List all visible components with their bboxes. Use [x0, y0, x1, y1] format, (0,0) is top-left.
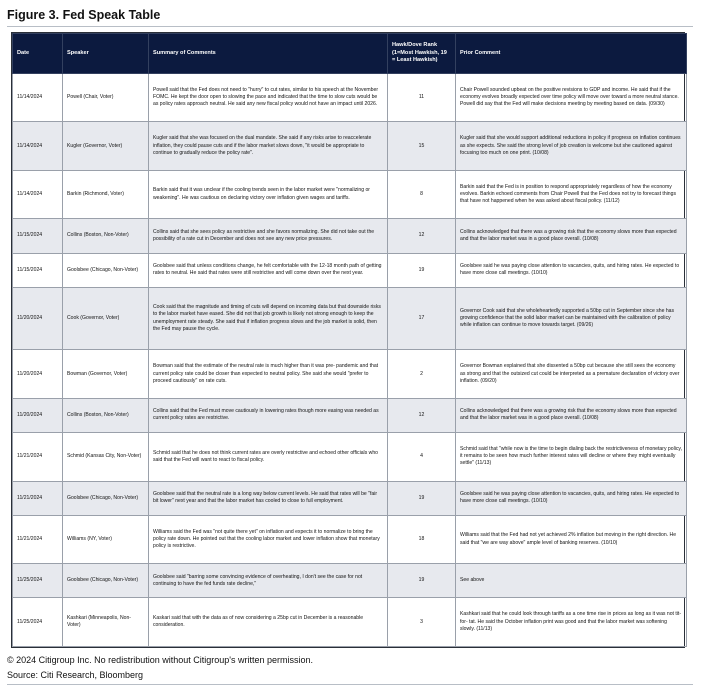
table-row [13, 433, 687, 481]
rank-cell: 12 [388, 398, 456, 432]
table-row [13, 598, 687, 647]
table-row [13, 481, 687, 515]
summary-cell: Goolsbee said that unless conditions change, he felt comfortable with the 12-18 month path of getting rates to neutral. He said that rates were still restrictive and will come down over the next year. [149, 253, 388, 287]
speaker-cell: Collins (Boston, Non-Voter) [63, 398, 149, 432]
table-row [13, 287, 687, 350]
prior-comment-cell: Goolsbee said he was paying close attention to vacancies, quits, and hiring rates. He expected to have more close call meetings. (10/10) [456, 253, 687, 287]
date-cell: 11/20/2024 [13, 350, 63, 398]
rank-cell: 8 [388, 170, 456, 218]
prior-comment-cell: Schmid said that "while now is the time to begin dialing back the restrictiveness of monetary policy, it remains to be seen how much further interest rates will decline or where they might eventually settle" (11/13) [456, 433, 687, 481]
header-speaker: Speaker [63, 34, 149, 74]
table-row [13, 122, 687, 170]
speaker-cell: Barkin (Richmond, Voter) [63, 170, 149, 218]
prior-comment-cell: Kugler said that she would support additional reductions in policy if progress on inflation continues as she expects. She said the strong level of job creation is welcome but she cautioned against focusing too much on one print. (10/08) [456, 122, 687, 170]
rank-cell: 17 [388, 287, 456, 350]
header-summary: Summary of Comments [149, 34, 388, 74]
date-cell: 11/20/2024 [13, 287, 63, 350]
summary-cell: Cook said that the magnitude and timing of cuts will depend on incoming data but that downside risks to the labor market have eased. She did not that job growth is likely not strong enough to keep the unemployment rate steady. She said that if inflation progress slows and the job market is solid, then the Fed may pause the cycle. [149, 287, 388, 350]
speaker-cell: Goolsbee (Chicago, Non-Voter) [63, 481, 149, 515]
date-cell: 11/21/2024 [13, 433, 63, 481]
summary-cell: Powell said that the Fed does not need to "hurry" to cut rates, similar to his speech at the November FOMC. He kept the door open to slowing the pace and indicated that the time to slow cuts would be as policy rates approach neutral. He said any new fiscal policy would not have an impact until 2026. [149, 74, 388, 122]
rank-cell: 12 [388, 219, 456, 253]
summary-cell: Kaskari said that with the data as of now considering a 25bp cut in December is a reasonable consideration. [149, 598, 388, 647]
speaker-cell: Goolsbee (Chicago, Non-Voter) [63, 253, 149, 287]
summary-cell: Barkin said that it was unclear if the cooling trends seen in the labor market were "normalizing or weakening". He was cautious on declaring victory over inflation given wages and tariffs. [149, 170, 388, 218]
figure-title: Figure 3. Fed Speak Table [7, 8, 161, 22]
date-cell: 11/21/2024 [13, 515, 63, 563]
source-note: Source: Citi Research, Bloomberg [7, 670, 144, 680]
bottom-divider [7, 684, 693, 685]
rank-cell: 11 [388, 74, 456, 122]
table-row [13, 564, 687, 598]
copyright-note: © 2024 Citigroup Inc. No redistribution without Citigroup's written permission. [7, 655, 313, 665]
summary-cell: Goolsbee said that the neutral rate is a long way below current levels. He said that rates will be "fair bit lower" next year and that the labor market has cooled to close to full employment. [149, 481, 388, 515]
summary-cell: Collins said that she sees policy as restrictive and she favors normalizing. She did not take out the possibility of a rate cut in December and does not see any new price pressures. [149, 219, 388, 253]
date-cell: 11/14/2024 [13, 122, 63, 170]
prior-comment-cell: Governor Bowman explained that she dissented a 50bp cut because she still sees the economy as strong and that the outsized cut could be interpreted as a premature declaration of victory over inflation. (09/20) [456, 350, 687, 398]
summary-cell: Kugler said that she was focused on the dual mandate. She said if any risks arise to reaccelerate inflation, they could pause cuts and if the labor market slows down, "it would be appropriate to continue to gradually reduce the policy rate". [149, 122, 388, 170]
fed-speak-table [12, 33, 687, 647]
prior-comment-cell: See above [456, 564, 687, 598]
summary-cell: Schmid said that he does not think current rates are overly restrictive and echoed other officials who said that the Fed will want to react to fiscal policy. [149, 433, 388, 481]
rank-cell: 19 [388, 481, 456, 515]
speaker-cell: Bowman (Governor, Voter) [63, 350, 149, 398]
rank-cell: 19 [388, 564, 456, 598]
speaker-cell: Schmid (Kansas City, Non-Voter) [63, 433, 149, 481]
date-cell: 11/14/2024 [13, 74, 63, 122]
prior-comment-cell: Chair Powell sounded upbeat on the positive revisions to GDP and income. He said that if the economy evolves broadly expected over time policy will move over toward a more neutral stance. Powell did say that the Fed will make decisions meeting by meeting based on data. (09/30) [456, 74, 687, 122]
header-date: Date [13, 34, 63, 74]
prior-comment-cell: Governor Cook said that she wholeheartedly supported a 50bp cut in September since she has growing confidence that the solid labor market can be maintained with the calibration of policy while inflation can continue to move towards target. (09/26) [456, 287, 687, 350]
date-cell: 11/21/2024 [13, 481, 63, 515]
table-row [13, 74, 687, 122]
rank-cell: 2 [388, 350, 456, 398]
rank-cell: 19 [388, 253, 456, 287]
speaker-cell: Williams (NY, Voter) [63, 515, 149, 563]
date-cell: 11/20/2024 [13, 398, 63, 432]
speaker-cell: Powell (Chair, Voter) [63, 74, 149, 122]
summary-cell: Bowman said that the estimate of the neutral rate is much higher than it was pre- pandemic and that current policy rate could be closer than expected to neutral policy. She said she would "prefer to proceed cautiously" on rate cuts. [149, 350, 388, 398]
table-row [13, 219, 687, 253]
rank-cell: 4 [388, 433, 456, 481]
prior-comment-cell: Collins acknowledged that there was a growing risk that the economy slows more than expected and that the labor market was in a good place overall. (10/08) [456, 219, 687, 253]
summary-cell: Williams said the Fed was "not quite there yet" on inflation and expects it to normalize to bring the policy rate down. He pointed out that the cooling labor market and lower inflation show that monetary policy is restrictive. [149, 515, 388, 563]
prior-comment-cell: Kashkari said that he could look through tariffs as a one time rise in prices as long as it was not tit- for- tat. He said the October inflation print was good and that the labor market was softening slowly. (11/13) [456, 598, 687, 647]
rank-cell: 18 [388, 515, 456, 563]
table-row [13, 253, 687, 287]
prior-comment-cell: Collins acknowledged that there was a growing risk that the economy slows more than expected and that the labor market was in a good place overall. (10/08) [456, 398, 687, 432]
table-row [13, 170, 687, 218]
top-divider [7, 26, 693, 27]
speaker-cell: Collins (Boston, Non-Voter) [63, 219, 149, 253]
prior-comment-cell: Goolsbee said he was paying close attention to vacancies, quits, and hiring rates. He expected to have more close call meetings. (10/10) [456, 481, 687, 515]
date-cell: 11/25/2024 [13, 598, 63, 647]
rank-cell: 15 [388, 122, 456, 170]
table-header-row [13, 34, 687, 74]
header-prior-comment: Prior Comment [456, 34, 687, 74]
date-cell: 11/14/2024 [13, 170, 63, 218]
prior-comment-cell: Williams said that the Fed had not yet achieved 2% inflation but moving in the right direction. He said that "we are way above" ample level of banking reserves. (10/10) [456, 515, 687, 563]
fed-speak-table-container [11, 32, 685, 648]
date-cell: 11/15/2024 [13, 253, 63, 287]
table-row [13, 350, 687, 398]
speaker-cell: Goolsbee (Chicago, Non-Voter) [63, 564, 149, 598]
summary-cell: Goolsbee said "barring some convincing evidence of overheating, I don't see the case for not continuing to have the fed funds rate decline," [149, 564, 388, 598]
table-row [13, 515, 687, 563]
rank-cell: 3 [388, 598, 456, 647]
header-rank: Hawk/Dove Rank (1=Most Hawkish, 19 = Least Hawkish) [388, 34, 456, 74]
prior-comment-cell: Barkin said that the Fed is in position to respond appropriately regardless of how the economy evolves. Barkin echoed comments from Chair Powell that the Fed does not try to forecast things that have not happened when he was asked about fiscal policy. (11/12) [456, 170, 687, 218]
date-cell: 11/15/2024 [13, 219, 63, 253]
table-row [13, 398, 687, 432]
speaker-cell: Kashkari (Minneapolis, Non-Voter) [63, 598, 149, 647]
speaker-cell: Cook (Governor, Voter) [63, 287, 149, 350]
speaker-cell: Kugler (Governor, Voter) [63, 122, 149, 170]
date-cell: 11/25/2024 [13, 564, 63, 598]
summary-cell: Collins said that the Fed must move cautiously in lowering rates though more easing was needed as current policy rates are restrictive. [149, 398, 388, 432]
